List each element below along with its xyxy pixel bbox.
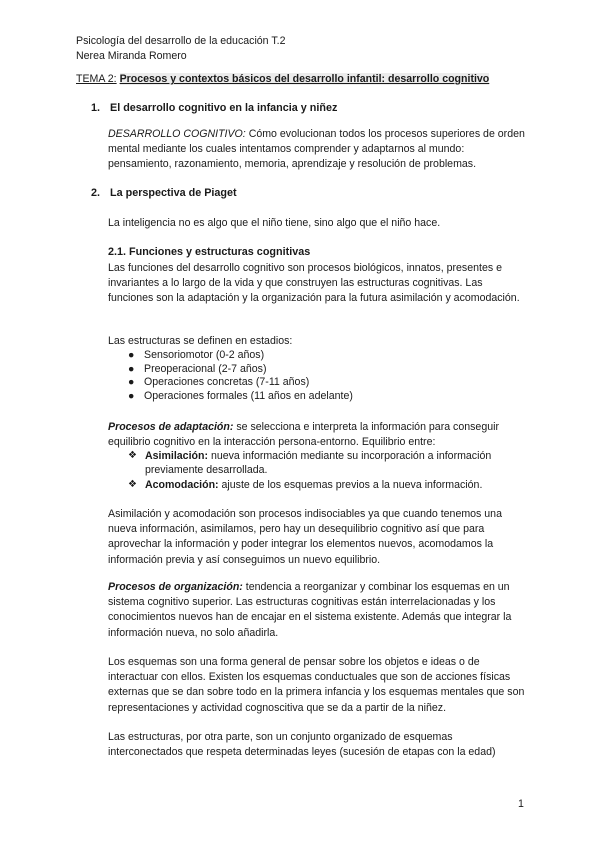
diamond-bullet-icon: ❖	[128, 478, 137, 490]
course-title: Psicología del desarrollo de la educación T.2	[76, 35, 286, 47]
list-item: ● Operaciones formales (11 años en adelante)	[128, 389, 353, 402]
bullet-icon: ●	[128, 362, 135, 375]
topic-label: TEMA 2:	[76, 73, 117, 85]
structures-paragraph: Las estructuras, por otra parte, son un conjunto organizado de esquemas interconectados que respeta determinadas leyes (sucesión de etapas con la edad)	[108, 731, 496, 759]
section-2-title: La perspectiva de Piaget	[110, 187, 237, 199]
organization-paragraph	[108, 580, 528, 641]
bullet-icon: ●	[128, 349, 135, 361]
schemas-paragraph: Los esquemas son una forma general de pensar sobre los objetos e ideas o de interactuar con ellos. Existen los esquemas conductuales que son de acciones físicas externas que se dan sobre todo en la primera infancia y los esquemas mentales que son representaciones y actividad cognoscitiva que se da a partir de la niñez.	[108, 656, 525, 714]
organization-term: Procesos de organización:	[108, 581, 243, 593]
section-1-title: El desarrollo cognitivo en la infancia y niñez	[110, 102, 338, 114]
piaget-quote: La inteligencia no es algo que el niño tiene, sino algo que el niño hace.	[108, 217, 441, 229]
section-1-paragraph	[108, 127, 530, 173]
assimilation-paragraph: Asimilación y acomodación son procesos indisociables ya que cuando tenemos una nueva información, asimilamos, pero hay un desequilibrio cognitivo así que para aprovechar la información y poder integrar los elementos nuevos, acomodamos la información previa y así conseguimos un nuevo equilibrio.	[108, 508, 502, 566]
list-item: ❖ Asimilación: nueva información mediante su incorporación a información previamente desarrollada.	[128, 450, 492, 477]
bullet-icon: ●	[128, 389, 135, 402]
diamond-bullet-icon: ❖	[128, 450, 137, 461]
page-number: 1	[518, 798, 524, 810]
list-item: ● Operaciones concretas (7-11 años)	[128, 376, 310, 388]
stages-intro: Las estructuras se definen en estadios:	[108, 335, 293, 347]
section-1-heading	[91, 101, 337, 116]
adaptation-term: Procesos de adaptación:	[108, 421, 234, 433]
definition-text: Cómo evolucionan todos los procesos superiores de orden mental mediante los cuales intentamos comprender y adaptarnos al mundo: pensamiento, razonamiento, memoria, aprendizaje y resolución de problemas.	[108, 128, 525, 171]
section-2-number: 2.	[91, 187, 101, 199]
author-name: Nerea Miranda Romero	[76, 50, 187, 62]
stages-list	[128, 349, 353, 403]
list-item: ● Preoperacional (2-7 años)	[128, 362, 267, 375]
document-header	[76, 34, 285, 64]
section-1-number: 1.	[91, 102, 101, 114]
section-2-heading	[91, 186, 237, 201]
list-item: ❖ Acomodación: ajuste de los esquemas previos a la nueva información.	[128, 478, 483, 491]
topic-heading: Procesos y contextos básicos del desarrollo infantil: desarrollo cognitivo	[119, 73, 490, 85]
bullet-icon: ●	[128, 376, 135, 388]
functions-paragraph: Las funciones del desarrollo cognitivo son procesos biológicos, innatos, presentes e invariantes a lo largo de la vida y que construyen las estructuras cognitivas. Las funciones son la adaptación y la organización para la futura asimilación y acomodación.	[108, 262, 520, 305]
topic-title	[76, 72, 489, 87]
subsection-2-1-heading: 2.1. Funciones y estructuras cognitivas	[108, 246, 311, 258]
adaptation-list	[128, 449, 528, 492]
adaptation-text: se selecciona e interpreta la información para conseguir equilibrio cognitivo en la interacción persona-entorno. Equilibrio entre:	[108, 421, 499, 449]
definition-term: DESARROLLO COGNITIVO:	[108, 128, 246, 140]
organization-text: tendencia a reorganizar y combinar los esquemas en un sistema cognitivo superior. Las estructuras cognitivas están interrelacionadas y los conocimientos nuevos han de encajar en el sistema existente. Además que integrar la información nueva, no solo añadirla.	[108, 581, 512, 639]
adaptation-paragraph	[108, 420, 528, 450]
list-item: ● Sensoriomotor (0-2 años)	[128, 349, 265, 361]
